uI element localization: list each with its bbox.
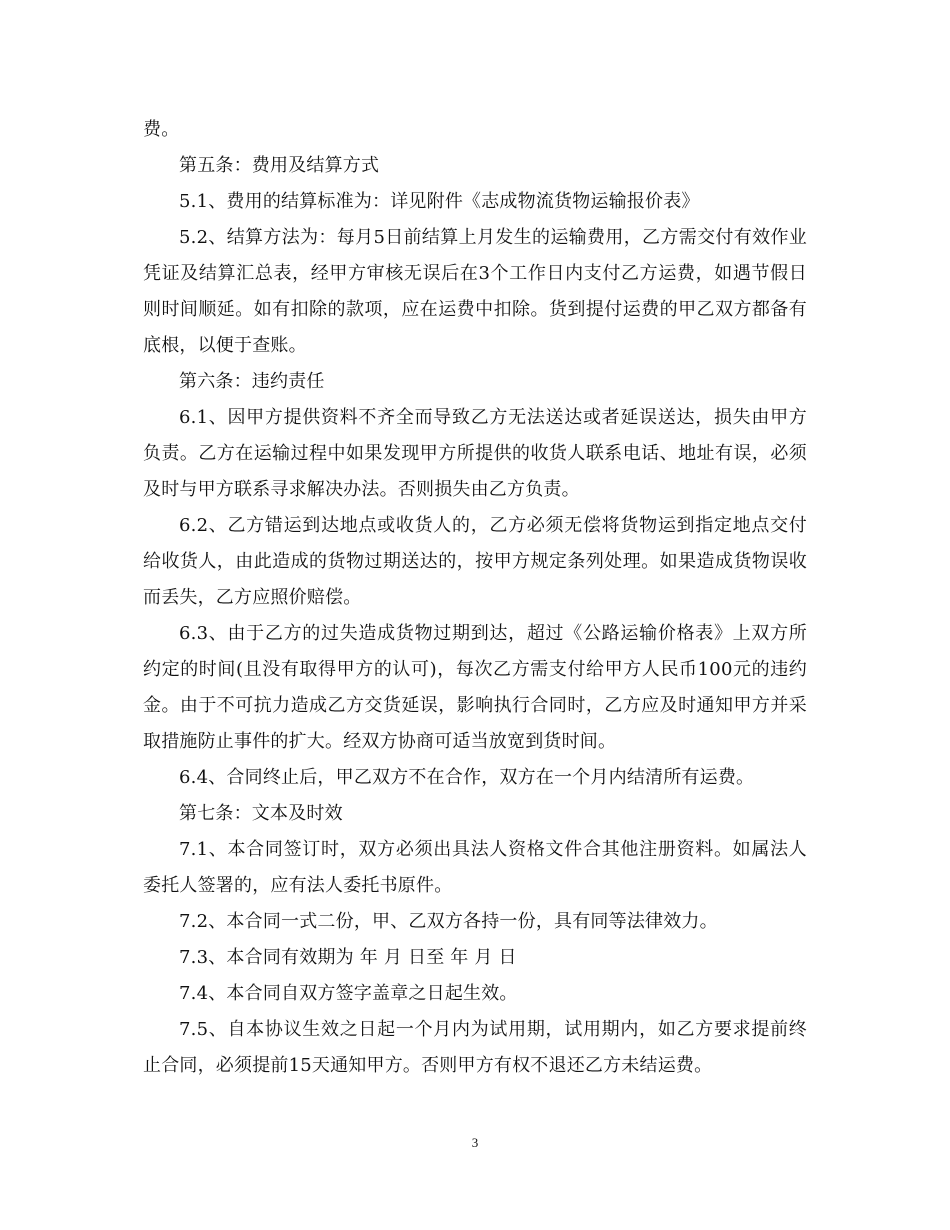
clause-7-2: 7.2、本合同一式二份，甲、乙双方各持一份，具有同等法律效力。 <box>179 911 718 932</box>
article-6-heading: 第六条：违约责任 <box>179 371 325 392</box>
clause-5-1: 5.1、费用的结算标准为：详见附件《志成物流货物运输报价表》 <box>179 191 700 212</box>
clause-6-2: 6.2、乙方错运到达地点或收货人的，乙方必须无偿将货物运到指定地点交付给收货人，由此造成的货物过期送达的，按甲方规定条列处理。如果造成货物误收而丢失，乙方应照价赔偿。 <box>143 515 807 608</box>
paragraph-continuation: 费。 <box>143 119 180 140</box>
clause-6-3: 6.3、由于乙方的过失造成货物过期到达，超过《公路运输价格表》上双方所约定的时间(且没有取得甲方的认可)，每次乙方需支付给甲方人民币100元的违约金。由于不可抗力造成乙方交货延误，影响执行合同时，乙方应及时通知甲方并采取措施防止事件的扩大。经双方协商可适当放宽到货时间。 <box>143 623 807 752</box>
clause-6-4: 6.4、合同终止后，甲乙双方不在合作，双方在一个月内结清所有运费。 <box>179 767 755 788</box>
page-number: 3 <box>471 1135 479 1150</box>
clause-7-3: 7.3、本合同有效期为 年 月 日至 年 月 日 <box>179 947 517 968</box>
article-5-heading: 第五条：费用及结算方式 <box>179 155 380 176</box>
article-7-heading: 第七条：文本及时效 <box>179 803 343 824</box>
clause-7-4: 7.4、本合同自双方签字盖章之日起生效。 <box>179 983 518 1004</box>
document-body <box>143 112 807 1084</box>
clause-7-1: 7.1、本合同签订时，双方必须出具法人资格文件合其他注册资料。如属法人委托人签署的，应有法人委托书原件。 <box>143 839 807 896</box>
clause-5-2: 5.2、结算方法为：每月5日前结算上月发生的运输费用，乙方需交付有效作业凭证及结算汇总表，经甲方审核无误后在3个工作日内支付乙方运费，如遇节假日则时间顺延。如有扣除的款项，应在运费中扣除。货到提付运费的甲乙双方都备有底根，以便于查账。 <box>143 227 807 356</box>
clause-7-5: 7.5、自本协议生效之日起一个月内为试用期，试用期内，如乙方要求提前终止合同，必须提前15天通知甲方。否则甲方有权不退还乙方未结运费。 <box>143 1019 807 1076</box>
clause-6-1: 6.1、因甲方提供资料不齐全而导致乙方无法送达或者延误送达，损失由甲方负责。乙方在运输过程中如果发现甲方所提供的收货人联系电话、地址有误，必须及时与甲方联系寻求解决办法。否则损失由乙方负责。 <box>143 407 807 500</box>
